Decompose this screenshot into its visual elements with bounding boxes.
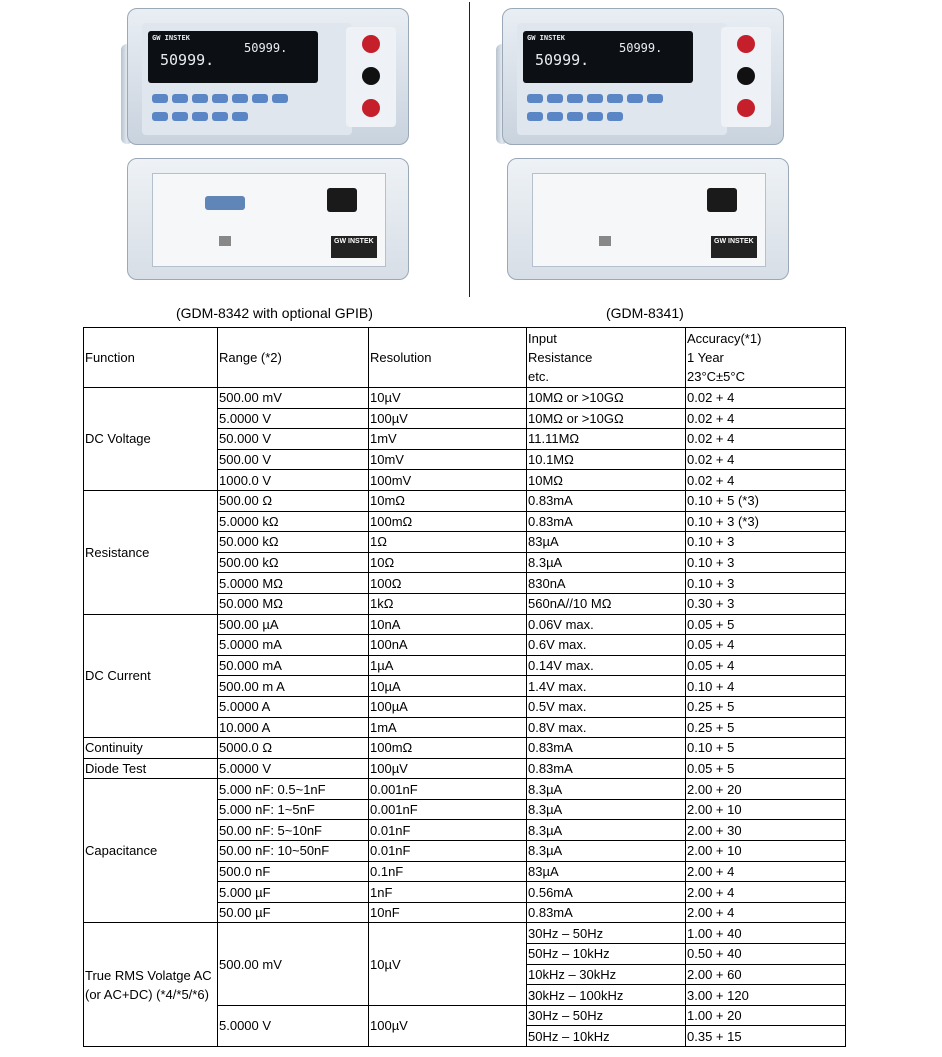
accuracy-cell: 2.00 + 4 [686, 902, 846, 923]
input-cell: 8.3µA [527, 799, 686, 820]
rear-brand-text: GW INSTEK [334, 238, 374, 245]
table-row [84, 738, 846, 759]
resolution-cell: 0.01nF [369, 820, 527, 841]
accuracy-cell: 0.02 + 4 [686, 429, 846, 450]
input-cell: 50Hz – 10kHz [527, 944, 686, 965]
caption-left: (GDM-8342 with optional GPIB) [176, 305, 373, 321]
resolution-cell: 1nF [369, 882, 527, 903]
accuracy-cell: 0.50 + 40 [686, 944, 846, 965]
input-jacks [346, 27, 396, 127]
accuracy-cell: 0.10 + 5 [686, 738, 846, 759]
header-accuracy-line: Accuracy(*1) [687, 331, 762, 346]
function-cell: Resistance [84, 490, 218, 614]
accuracy-cell: 0.05 + 4 [686, 655, 846, 676]
input-cell: 8.3µA [527, 552, 686, 573]
range-cell: 10.000 A [218, 717, 369, 738]
input-cell: 30Hz – 50Hz [527, 923, 686, 944]
header-accuracy-line: 1 Year [687, 350, 724, 365]
rear-plate [152, 173, 386, 267]
accuracy-cell: 0.05 + 4 [686, 635, 846, 656]
input-cell: 1.4V max. [527, 676, 686, 697]
accuracy-cell: 0.02 + 4 [686, 408, 846, 429]
range-cell: 5.0000 mA [218, 635, 369, 656]
gdm-8341-front-photo [502, 8, 792, 148]
accuracy-cell: 0.10 + 3 [686, 532, 846, 553]
accuracy-cell: 0.05 + 5 [686, 758, 846, 779]
accuracy-cell: 3.00 + 120 [686, 985, 846, 1006]
function-cell: Diode Test [84, 758, 218, 779]
function-cell: DC Voltage [84, 388, 218, 491]
input-cell: 0.14V max. [527, 655, 686, 676]
header-accuracy-line: 23°C±5°C [687, 369, 745, 384]
range-cell: 50.000 V [218, 429, 369, 450]
resolution-cell: 100mΩ [369, 511, 527, 532]
accuracy-cell: 2.00 + 30 [686, 820, 846, 841]
input-cell: 8.3µA [527, 841, 686, 862]
header-function: Function [84, 328, 218, 388]
input-cell: 0.6V max. [527, 635, 686, 656]
resolution-cell: 0.001nF [369, 779, 527, 800]
front-keypad [150, 91, 300, 121]
rear-panel [127, 158, 409, 280]
table-row [84, 779, 846, 800]
resolution-cell: 100µV [369, 408, 527, 429]
range-cell: 5.000 nF: 1~5nF [218, 799, 369, 820]
accuracy-cell: 0.10 + 5 (*3) [686, 490, 846, 511]
accuracy-cell: 0.02 + 4 [686, 388, 846, 409]
range-cell: 500.00 mV [218, 923, 369, 1005]
input-cell: 10kHz – 30kHz [527, 964, 686, 985]
front-control-panel [142, 23, 352, 135]
range-cell: 50.000 kΩ [218, 532, 369, 553]
power-socket [707, 188, 737, 212]
input-cell: 0.83mA [527, 738, 686, 759]
function-cell: Continuity [84, 738, 218, 759]
spec-table [83, 327, 846, 1047]
accuracy-cell: 1.00 + 20 [686, 1005, 846, 1026]
range-cell: 50.00 nF: 5~10nF [218, 820, 369, 841]
range-cell: 500.00 kΩ [218, 552, 369, 573]
header-range: Range (*2) [218, 328, 369, 388]
table-row [84, 758, 846, 779]
resolution-cell: 0.1nF [369, 861, 527, 882]
resolution-cell: 10nA [369, 614, 527, 635]
resolution-cell: 0.01nF [369, 841, 527, 862]
rear-brand-label [711, 236, 757, 258]
range-cell: 50.00 nF: 10~50nF [218, 841, 369, 862]
range-cell: 5.0000 V [218, 408, 369, 429]
accuracy-cell: 0.02 + 4 [686, 449, 846, 470]
range-cell: 5000.0 Ω [218, 738, 369, 759]
resolution-cell: 10mV [369, 449, 527, 470]
power-socket [327, 188, 357, 212]
input-cell: 10.1MΩ [527, 449, 686, 470]
resolution-cell: 1mV [369, 429, 527, 450]
range-cell: 500.00 mV [218, 388, 369, 409]
input-cell: 0.06V max. [527, 614, 686, 635]
gdm-8342-rear-photo [127, 158, 417, 288]
accuracy-cell: 0.10 + 3 (*3) [686, 511, 846, 532]
accuracy-cell: 0.05 + 5 [686, 614, 846, 635]
sub-reading: 50999. [244, 41, 288, 55]
caption-right: (GDM-8341) [606, 305, 684, 321]
input-cell: 0.56mA [527, 882, 686, 903]
input-cell: 83µA [527, 532, 686, 553]
range-cell: 500.00 µA [218, 614, 369, 635]
sub-reading: 50999. [619, 41, 663, 55]
rear-brand-label [331, 236, 377, 258]
header-input [527, 328, 686, 388]
rear-plate [532, 173, 766, 267]
lcd-display [148, 31, 318, 83]
header-resolution: Resolution [369, 328, 527, 388]
accuracy-cell: 0.25 + 5 [686, 696, 846, 717]
front-panel [502, 8, 784, 145]
input-cell: 0.83mA [527, 511, 686, 532]
resolution-cell: 100mV [369, 470, 527, 491]
table-row [84, 388, 846, 409]
input-cell: 10MΩ or >10GΩ [527, 388, 686, 409]
range-cell: 50.00 µF [218, 902, 369, 923]
input-cell: 0.83mA [527, 758, 686, 779]
input-cell: 10MΩ [527, 470, 686, 491]
accuracy-cell: 2.00 + 60 [686, 964, 846, 985]
resolution-cell: 10nF [369, 902, 527, 923]
function-cell: DC Current [84, 614, 218, 738]
range-cell: 1000.0 V [218, 470, 369, 491]
function-cell: Capacitance [84, 779, 218, 923]
main-reading: 50999. [535, 51, 590, 69]
range-cell: 5.000 nF: 0.5~1nF [218, 779, 369, 800]
gdm-8341-rear-photo [507, 158, 797, 288]
range-cell: 50.000 MΩ [218, 593, 369, 614]
range-cell: 5.000 µF [218, 882, 369, 903]
usb-port [599, 236, 611, 246]
resolution-cell: 1kΩ [369, 593, 527, 614]
range-cell: 500.00 V [218, 449, 369, 470]
usb-port [219, 236, 231, 246]
accuracy-cell: 0.35 + 15 [686, 1026, 846, 1047]
rear-brand-text: GW INSTEK [714, 238, 754, 245]
input-cell: 560nA//10 MΩ [527, 593, 686, 614]
range-cell: 5.0000 MΩ [218, 573, 369, 594]
resolution-cell: 100µA [369, 696, 527, 717]
photo-divider [469, 2, 470, 297]
gpib-connector [205, 196, 245, 210]
resolution-cell: 0.001nF [369, 799, 527, 820]
range-cell: 50.000 mA [218, 655, 369, 676]
input-cell: 0.5V max. [527, 696, 686, 717]
lcd-display [523, 31, 693, 83]
accuracy-cell: 0.02 + 4 [686, 470, 846, 491]
resolution-cell: 1µA [369, 655, 527, 676]
accuracy-cell: 2.00 + 4 [686, 882, 846, 903]
range-cell: 5.0000 V [218, 758, 369, 779]
resolution-cell: 100mΩ [369, 738, 527, 759]
accuracy-cell: 2.00 + 10 [686, 799, 846, 820]
accuracy-cell: 2.00 + 4 [686, 861, 846, 882]
input-cell: 8.3µA [527, 779, 686, 800]
accuracy-cell: 0.10 + 3 [686, 573, 846, 594]
resolution-cell: 1mA [369, 717, 527, 738]
resolution-cell: 10mΩ [369, 490, 527, 511]
resolution-cell: 10µA [369, 676, 527, 697]
table-row [84, 923, 846, 944]
resolution-cell: 10µV [369, 388, 527, 409]
input-cell: 50Hz – 10kHz [527, 1026, 686, 1047]
main-reading: 50999. [160, 51, 215, 69]
header-row [84, 328, 846, 388]
accuracy-cell: 2.00 + 20 [686, 779, 846, 800]
accuracy-cell: 0.30 + 3 [686, 593, 846, 614]
range-cell: 5.0000 A [218, 696, 369, 717]
resolution-cell: 10Ω [369, 552, 527, 573]
gdm-8342-front-photo [127, 8, 417, 148]
input-cell: 11.11MΩ [527, 429, 686, 450]
table-row [84, 490, 846, 511]
function-cell: True RMS Volatge AC (or AC+DC) (*4/*5/*6) [84, 923, 218, 1047]
table-row [84, 614, 846, 635]
range-cell: 500.0 nF [218, 861, 369, 882]
brand-label: GW INSTEK [152, 34, 190, 42]
accuracy-cell: 0.10 + 3 [686, 552, 846, 573]
input-cell: 0.83mA [527, 490, 686, 511]
resolution-cell: 100µV [369, 758, 527, 779]
input-cell: 0.83mA [527, 902, 686, 923]
header-input-line: etc. [528, 369, 549, 384]
header-input-line: Input [528, 331, 557, 346]
input-jacks [721, 27, 771, 127]
input-cell: 30kHz – 100kHz [527, 985, 686, 1006]
resolution-cell: 100µV [369, 1005, 527, 1046]
resolution-cell: 1Ω [369, 532, 527, 553]
range-cell: 500.00 m A [218, 676, 369, 697]
resolution-cell: 100Ω [369, 573, 527, 594]
front-control-panel [517, 23, 727, 135]
header-input-line: Resistance [528, 350, 593, 365]
front-panel [127, 8, 409, 145]
input-cell: 10MΩ or >10GΩ [527, 408, 686, 429]
accuracy-cell: 0.25 + 5 [686, 717, 846, 738]
input-cell: 30Hz – 50Hz [527, 1005, 686, 1026]
resolution-cell: 10µV [369, 923, 527, 1005]
accuracy-cell: 1.00 + 40 [686, 923, 846, 944]
accuracy-cell: 0.10 + 4 [686, 676, 846, 697]
brand-label: GW INSTEK [527, 34, 565, 42]
range-cell: 500.00 Ω [218, 490, 369, 511]
input-cell: 0.8V max. [527, 717, 686, 738]
range-cell: 5.0000 kΩ [218, 511, 369, 532]
range-cell: 5.0000 V [218, 1005, 369, 1046]
rear-panel [507, 158, 789, 280]
input-cell: 8.3µA [527, 820, 686, 841]
front-keypad [525, 91, 675, 121]
header-accuracy [686, 328, 846, 388]
input-cell: 830nA [527, 573, 686, 594]
input-cell: 83µA [527, 861, 686, 882]
resolution-cell: 100nA [369, 635, 527, 656]
accuracy-cell: 2.00 + 10 [686, 841, 846, 862]
